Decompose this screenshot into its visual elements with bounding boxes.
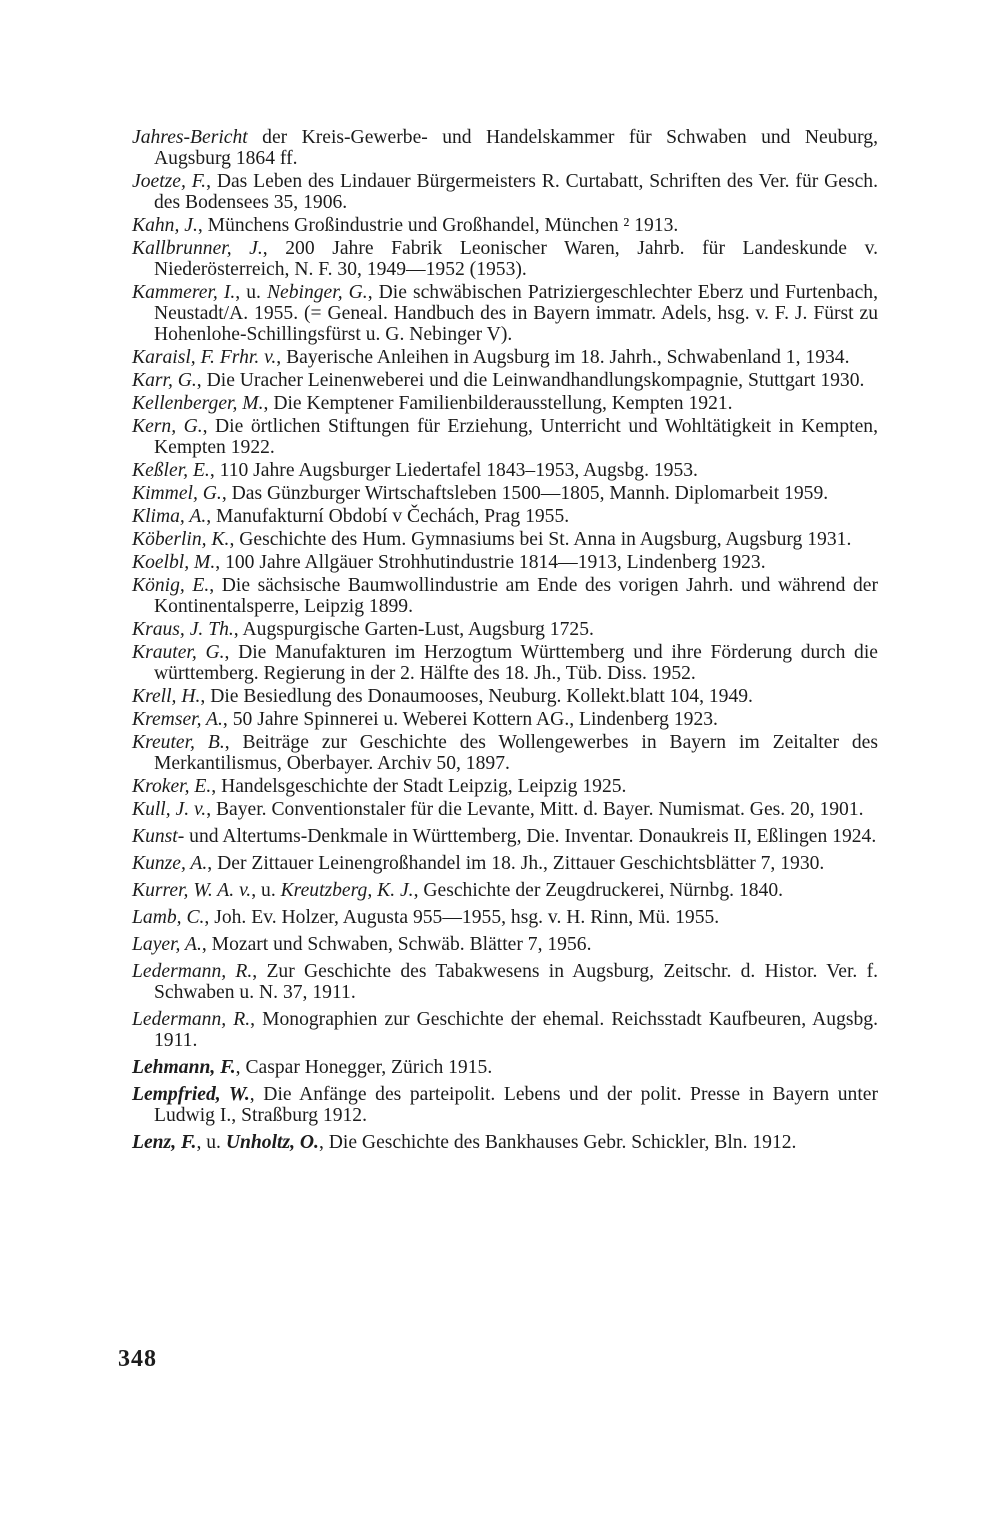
entry-text: , Die Anfänge des parteipolit. Lebens und der polit. Presse in Bayern unter Ludwig I., Straßburg 1912. (154, 1084, 878, 1126)
entry-author: Krell, H. (132, 686, 201, 707)
entry-author: Joetze, F. (132, 171, 207, 192)
entry-author: Keßler, E. (132, 460, 210, 481)
bibliography-entry (132, 529, 878, 550)
entry-text: , Die Uracher Leinenweberei und die Leinwandhandlungskompagnie, Stuttgart 1930. (196, 370, 865, 391)
entry-author: Lehmann, F. (132, 1057, 236, 1078)
entry-text: , Caspar Honegger, Zürich 1915. (235, 1057, 493, 1078)
entry-text: , u. (196, 1132, 226, 1153)
bibliography-entry (132, 934, 878, 955)
entry-text: , Die Besiedlung des Donaumooses, Neuburg. Kollekt.blatt 104, 1949. (200, 686, 753, 707)
entry-author: Kellenberger, M. (132, 393, 264, 414)
entry-text: , Geschichte des Hum. Gymnasiums bei St. Anna in Augsburg, Augsburg 1931. (229, 529, 852, 550)
bibliography-entry (132, 416, 878, 458)
entry-text: und Altertums-Denkmale in Württemberg, Die. Inventar. Donaukreis II, Eßlingen 1924. (184, 826, 877, 847)
entry-text: , 100 Jahre Allgäuer Strohhutindustrie 1814—1913, Lindenberg 1923. (215, 552, 766, 573)
entry-text: , 110 Jahre Augsburger Liedertafel 1843–1953, Augsbg. 1953. (209, 460, 698, 481)
entry-text: , Die örtlichen Stiftungen für Erziehung, Unterricht und Wohltätigkeit in Kempten, Kempten 1922. (154, 416, 878, 458)
entry-author: Kraus, J. Th. (132, 619, 234, 640)
entry-text: , Zur Geschichte des Tabakwesens in Augsburg, Zeitschr. d. Histor. Ver. f. Schwaben u. N. 37, 1911. (154, 961, 879, 1003)
entry-author: Unholtz, O. (225, 1132, 319, 1153)
entry-text: , Geschichte der Zeugdruckerei, Nürnbg. 1840. (413, 880, 784, 901)
bibliography-entry (132, 1132, 878, 1153)
entry-text: , 50 Jahre Spinnerei u. Weberei Kottern AG., Lindenberg 1923. (222, 709, 718, 730)
entry-author: Kahn, J. (132, 215, 198, 236)
entry-author: Kunst- (132, 826, 185, 847)
entry-author: Lamb, C. (132, 907, 205, 928)
entry-author: Jahres-Bericht (132, 127, 248, 148)
entry-author: Kallbrunner, J. (132, 238, 263, 259)
bibliography-entry (132, 347, 878, 368)
entry-text: , Das Günzburger Wirtschaftsleben 1500—1805, Mannh. Diplomarbeit 1959. (221, 483, 829, 504)
entry-author: Nebinger, G. (266, 282, 368, 303)
entry-author: Kreuter, B. (132, 732, 225, 753)
entry-text: , Die sächsische Baumwollindustrie am Ende des vorigen Jahrh. und während der Kontinentalsperre, Leipzig 1899. (154, 575, 878, 617)
entry-text: , u. (235, 282, 267, 303)
bibliography-entry (132, 282, 878, 345)
entry-author: Karr, G. (132, 370, 197, 391)
bibliography-entry (132, 460, 878, 481)
entry-author: Kimmel, G. (132, 483, 222, 504)
entry-author: Kammerer, I. (132, 282, 236, 303)
bibliography-entry (132, 826, 878, 847)
entry-text: , Der Zittauer Leinengroßhandel im 18. Jh., Zittauer Geschichtsblätter 7, 1930. (207, 853, 825, 874)
bibliography-entry (132, 575, 878, 617)
bibliography-entry (132, 370, 878, 391)
entry-author: Krauter, G. (132, 642, 225, 663)
entry-author: Kull, J. v. (132, 799, 207, 820)
entry-text: , Joh. Ev. Holzer, Augusta 955—1955, hsg. v. H. Rinn, Mü. 1955. (204, 907, 720, 928)
bibliography-entry (132, 686, 878, 707)
bibliography-entry (132, 1084, 878, 1126)
entry-author: Kremser, A. (132, 709, 223, 730)
entry-text: , Die Geschichte des Bankhauses Gebr. Schickler, Bln. 1912. (318, 1132, 797, 1153)
bibliography-entry (132, 171, 878, 213)
bibliography-entry (132, 1057, 878, 1078)
entry-author: Lempfried, W. (132, 1084, 250, 1105)
entry-author: Lenz, F. (132, 1132, 197, 1153)
entry-text: , Handelsgeschichte der Stadt Leipzig, Leipzig 1925. (211, 776, 627, 797)
bibliography-entry (132, 483, 878, 504)
bibliography-entry (132, 709, 878, 730)
entry-text: , Mozart und Schwaben, Schwäb. Blätter 7, 1956. (201, 934, 592, 955)
entry-author: Koelbl, M. (132, 552, 216, 573)
bibliography-list (132, 127, 878, 1159)
entry-text: , Münchens Großindustrie und Großhandel, München ² 1913. (197, 215, 679, 236)
bibliography-entry (132, 642, 878, 684)
entry-text: , Augspurgische Garten-Lust, Augsburg 1725. (233, 619, 594, 640)
bibliography-entry (132, 238, 878, 280)
entry-text: , Manufakturní Období v Čechách, Prag 1955. (206, 506, 570, 527)
bibliography-entry (132, 1009, 878, 1051)
entry-text: , Die schwäbischen Patriziergeschlechter Eberz und Furtenbach, Neustadt/A. 1955. (= Geneal. Handbuch des in Bayern immatr. Adels, hsg. v. F. J. Fürst zu Hohenlohe-Schillingsfürst u. G. Nebinger V). (154, 282, 878, 345)
bibliography-entry (132, 907, 878, 928)
bibliography-entry (132, 776, 878, 797)
bibliography-entry (132, 732, 878, 774)
bibliography-entry (132, 552, 878, 573)
entry-text: , Das Leben des Lindauer Bürgermeisters R. Curtabatt, Schriften des Ver. für Gesch. des Bodensees 35, 1906. (154, 171, 879, 213)
page-number: 348 (118, 1346, 157, 1372)
entry-text: der Kreis-Gewerbe- und Handelskammer für Schwaben und Neuburg, Augsburg 1864 ff. (154, 127, 878, 169)
bibliography-entry (132, 799, 878, 820)
entry-text: , Bayerische Anleihen in Augsburg im 18. Jahrh., Schwabenland 1, 1934. (276, 347, 850, 368)
entry-author: Karaisl, F. Frhr. v. (132, 347, 277, 368)
entry-text: , Beiträge zur Geschichte des Wollengewerbes in Bayern im Zeitalter des Merkantilismus, Oberbayer. Archiv 50, 1897. (154, 732, 878, 774)
entry-author: Layer, A. (132, 934, 202, 955)
entry-author: Kurrer, W. A. v. (132, 880, 252, 901)
entry-author: Kunze, A. (132, 853, 208, 874)
bibliography-entry (132, 215, 878, 236)
entry-text: , Die Kemptener Familienbilderausstellung, Kempten 1921. (263, 393, 733, 414)
entry-text: , Monographien zur Geschichte der ehemal. Reichsstadt Kaufbeuren, Augsbg. 1911. (154, 1009, 878, 1051)
bibliography-entry (132, 880, 878, 901)
bibliography-entry (132, 853, 878, 874)
entry-author: König, E. (132, 575, 210, 596)
entry-text: , u. (251, 880, 281, 901)
bibliography-entry (132, 961, 878, 1003)
bibliography-entry (132, 127, 878, 169)
bibliography-entry (132, 506, 878, 527)
entry-text: , Die Manufakturen im Herzogtum Württemberg und ihre Förderung durch die württemberg. Regierung in der 2. Hälfte des 18. Jh., Tüb. Diss. 1952. (154, 642, 878, 684)
entry-author: Ledermann, R. (132, 961, 253, 982)
entry-author: Kreutzberg, K. J. (280, 880, 414, 901)
entry-author: Köberlin, K. (132, 529, 230, 550)
entry-author: Klima, A. (132, 506, 207, 527)
entry-text: , Bayer. Conventionstaler für die Levante, Mitt. d. Bayer. Numismat. Ges. 20, 1901. (206, 799, 864, 820)
bibliography-entry (132, 619, 878, 640)
entry-author: Ledermann, R. (132, 1009, 251, 1030)
entry-author: Kroker, E. (132, 776, 212, 797)
entry-text: , 200 Jahre Fabrik Leonischer Waren, Jahrb. für Landeskunde v. Niederösterreich, N. F. 30, 1949—1952 (1953). (154, 238, 878, 280)
entry-author: Kern, G. (132, 416, 203, 437)
bibliography-entry (132, 393, 878, 414)
